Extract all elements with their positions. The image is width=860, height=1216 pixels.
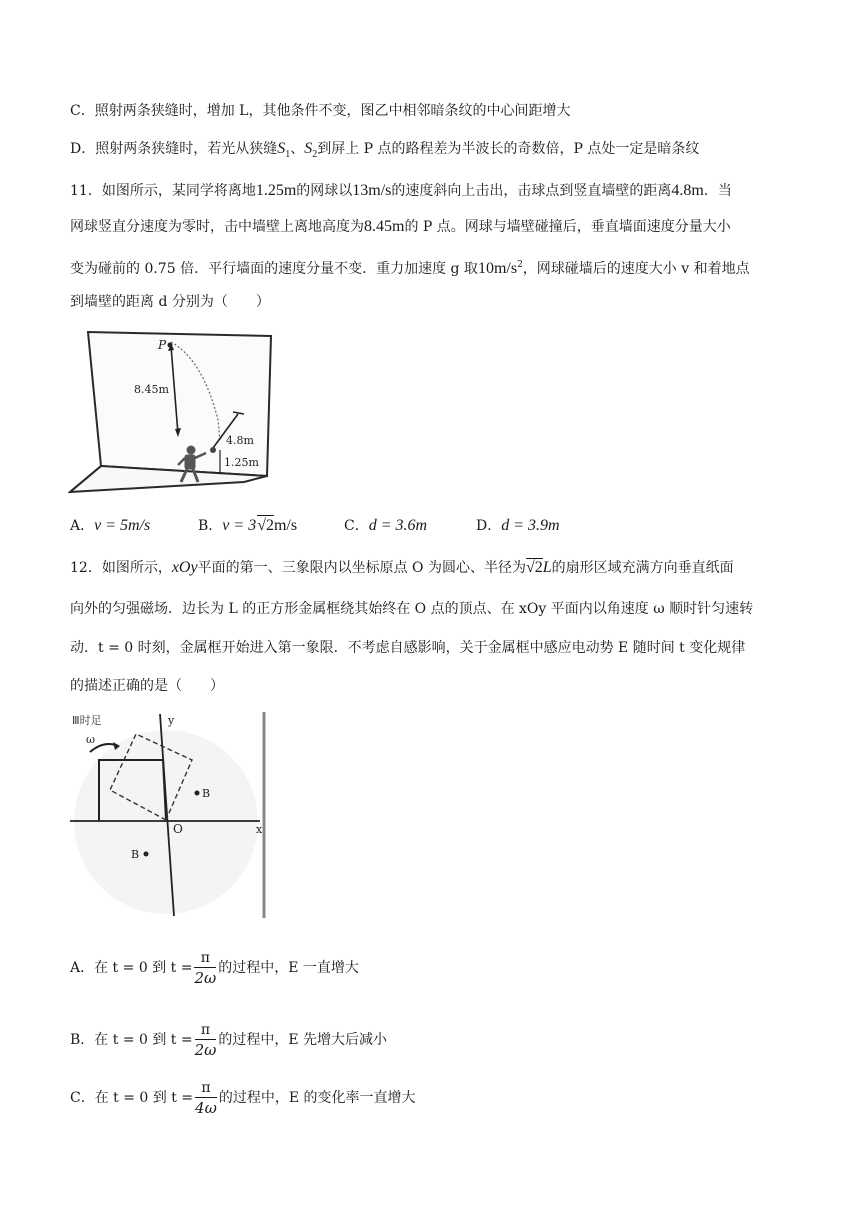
q12-rotating-frame-figure [68, 712, 268, 918]
q10-option-c: C．照射两条狭缝时，增加 L，其他条件不变，图乙中相邻暗条纹的中心间距增大 [70, 103, 571, 119]
q12-radius-l: L [542, 559, 552, 576]
q12-option-c-fraction: $\frac{\pi}{4\omega}$ [195, 1079, 217, 1117]
q10-separator: 、 [290, 141, 305, 157]
q11-height-value: 1.25m [255, 182, 297, 199]
q11-option-d[interactable]: D．d = 3.9m [476, 517, 560, 534]
q11-speed-value: 13m/s [352, 182, 392, 199]
q11-options [70, 515, 560, 536]
q12-text: 12．如图所示， [70, 560, 172, 576]
q11-option-a[interactable]: A．v = 5m/s [70, 517, 151, 534]
q11-stem-line4: 到墙壁的距离 d 分别为（ ） [70, 294, 270, 310]
label-845: 8.45m [134, 383, 169, 396]
q10-slit-s1: $S_1$ [277, 140, 291, 160]
label-o: O [173, 822, 183, 836]
q12-plane-label: xOy [171, 559, 198, 576]
q12-stem-line1 [70, 558, 734, 578]
q11-gravity-exponent: 2 [517, 260, 523, 270]
q11-text: 变为碰前的 0.75 倍．平行墙面的速度分量不变．重力加速度 g 取 [70, 261, 478, 277]
point-p-marker [168, 343, 173, 348]
point-b-lower [144, 852, 149, 857]
q11-wall-height-value: 8.45m [364, 218, 405, 235]
q12-option-a[interactable]: A．在 t = 0 到 t = $\frac{\pi}{2\omega}$ 的过程中，E 一直增大 [70, 949, 359, 987]
label-p: P [158, 338, 167, 352]
q10-option-d-text1: D．照射两条狭缝时，若光从狭缝 [70, 141, 278, 157]
q11-text: 的网球以 [296, 183, 353, 199]
q10-option-d-text2: 到屏上 P 点的路程差为半波长的奇数倍，P 点处一定是暗条纹 [317, 141, 700, 157]
q12-text: 的扇形区域充满方向垂直纸面 [551, 560, 734, 576]
label-omega: ω [86, 733, 95, 746]
q11-stem-line2 [70, 217, 731, 237]
q12-option-c[interactable]: C．在 t = 0 到 t = $\frac{\pi}{4\omega}$ 的过程中，E 的变化率一直增大 [70, 1079, 416, 1117]
q12-stem-line2: 向外的匀强磁场．边长为 L 的正方形金属框绕其始终在 O 点的顶点、在 xOy 平面内以角速度 ω 顺时针匀速转 [70, 601, 754, 617]
q12-text: 平面的第一、三象限内以坐标原点 O 为圆心、半径为 [197, 560, 526, 576]
q11-distance-value: 4.8m [671, 182, 704, 199]
q12-stem-line4: 的描述正确的是（ ） [70, 678, 224, 694]
q11-text: ．当 [703, 183, 732, 199]
q12-radius-sqrt: √2 [525, 559, 543, 576]
q11-stem-line1 [70, 181, 732, 201]
q11-text: 11．如图所示，某同学将离地 [70, 183, 256, 199]
q12-stem-line3: 动．t = 0 时刻，金属框开始进入第一象限．不考虑自感影响，关于金属框中感应电动势 E 随时间 t 变化规律 [70, 640, 746, 656]
point-b-upper [195, 791, 200, 796]
label-125: 1.25m [224, 456, 259, 469]
label-b-upper: B [202, 787, 211, 800]
label-48: 4.8m [226, 434, 254, 447]
q11-text: ，网球碰墙后的速度大小 v 和着地点 [522, 261, 750, 277]
q11-gravity-value: 10m/s [477, 260, 518, 277]
q10-slit-s2: $S_2$ [304, 140, 318, 160]
label-b-lower: B [131, 848, 140, 861]
label-top-partial: Ⅲ时足 [72, 714, 102, 727]
wall-plane [88, 332, 271, 476]
q11-stem-line3 [70, 255, 750, 279]
tennis-ball [210, 447, 216, 453]
q12-option-b[interactable]: B．在 t = 0 到 t = $\frac{\pi}{2\omega}$ 的过程中，E 先增大后减小 [70, 1021, 388, 1059]
q12-option-b-fraction: $\frac{\pi}{2\omega}$ [194, 1021, 217, 1059]
q12-option-a-fraction: $\frac{\pi}{2\omega}$ [194, 949, 217, 987]
label-y: y [168, 714, 175, 727]
q11-text: 的 P 点。网球与墙壁碰撞后，垂直墙面速度分量大小 [404, 219, 731, 235]
q11-text: 的速度斜向上击出，击球点到竖直墙壁的距离 [391, 183, 672, 199]
q11-text: 网球竖直分速度为零时，击中墙壁上离地高度为 [70, 219, 364, 235]
q11-tennis-figure [68, 330, 278, 496]
q10-option-d [70, 139, 699, 165]
label-x: x [256, 823, 263, 836]
q11-option-c[interactable]: C．d = 3.6m [344, 517, 428, 534]
q11-option-b[interactable]: B．v = 3√2m/s [198, 517, 298, 534]
